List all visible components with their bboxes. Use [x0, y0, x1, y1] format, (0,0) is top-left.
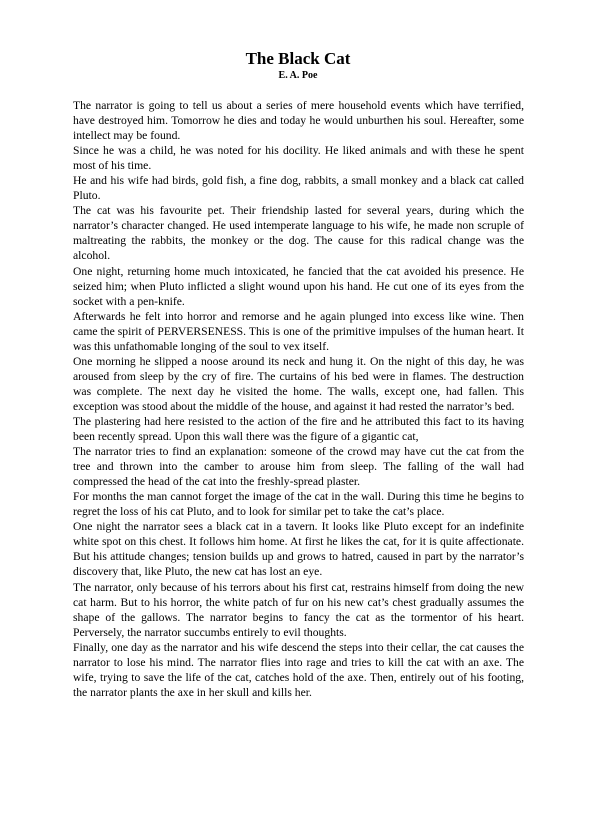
paragraph: The narrator is going to tell us about a series of mere household events which have terrified, have destroyed him. Tomorrow he dies and today he would unburthen his soul. Hereafter, some intellect may be found.: [73, 99, 524, 143]
document-author: E. A. Poe: [278, 70, 318, 81]
paragraph: Finally, one day as the narrator and his wife descend the steps into their cellar, the cat causes the narrator to lose his mind. The narrator flies into rage and tries to kill the cat with an axe. The wife, trying to save the life of the cat, catches hold of the axe. Then, entirely out of his footing, the narrator plants the axe in her skull and kills her.: [73, 640, 524, 699]
paragraph: One night the narrator sees a black cat in a tavern. It looks like Pluto except for an indefinite white spot on this chest. It follows him home. At first he likes the cat, for it is quite affectionate. But his attitude changes; tension builds up and grows to hatred, caused in part by the narrator’s discovery that, like Pluto, the new cat has lost an eye.: [73, 520, 524, 579]
paragraph: One night, returning home much intoxicated, he fancied that the cat avoided his presence. He seized him; when Pluto inflicted a slight wound upon his hand. He cut one of its eyes from the socket with a pen-knife.: [73, 264, 524, 308]
paragraph: One morning he slipped a noose around its neck and hung it. On the night of this day, he was aroused from sleep by the cry of fire. The curtains of his bed were in flames. The destruction was complete. The next day he visited the home. The walls, except one, had fallen. This exception was stood about the middle of the house, and against it had rested the narrator’s bed.: [73, 354, 524, 413]
paragraph: For months the man cannot forget the image of the cat in the wall. During this time he begins to regret the loss of his cat Pluto, and to look for similar pet to take the cat’s place.: [73, 490, 524, 519]
document-body: [73, 98, 524, 700]
paragraph: He and his wife had birds, gold fish, a fine dog, rabbits, a small monkey and a black cat called Pluto.: [73, 174, 524, 203]
paragraph: Since he was a child, he was noted for his docility. He liked animals and with these he spent most of his time.: [73, 144, 524, 173]
paragraph: Afterwards he felt into horror and remorse and he again plunged into excess like wine. Then came the spirit of PERVERSENESS. This is one of the primitive impulses of the human heart. It was this unfathomable longing of the soul to vex itself.: [73, 309, 524, 353]
document-title: The Black Cat: [245, 49, 351, 68]
paragraph: The plastering had here resisted to the action of the fire and he attributed this fact to its having been recently spread. Upon this wall there was the figure of a gigantic cat,: [73, 414, 524, 444]
paragraph: The narrator, only because of his terrors about his first cat, restrains himself from doing the new cat harm. But to his horror, the white patch of fur on his new cat’s chest gradually assumes the shape of the gallows. The narrator begins to fancy the cat as the tormentor of his heart. Perversely, the narrator succumbs entirely to evil thoughts.: [73, 580, 524, 639]
paragraph: The cat was his favourite pet. Their friendship lasted for several years, during which the narrator’s character changed. He used intemperate language to his wife, he made non scruple of maltreating the rabbits, the monkey or the dog. The cause for this radical change was the alcohol.: [73, 204, 524, 263]
paragraph: The narrator tries to find an explanation: someone of the crowd may have cut the cat from the tree and thrown into the camber to arouse him from sleep. The falling of the wall had compressed the head of the cat into the freshly-spread plaster.: [73, 445, 524, 489]
